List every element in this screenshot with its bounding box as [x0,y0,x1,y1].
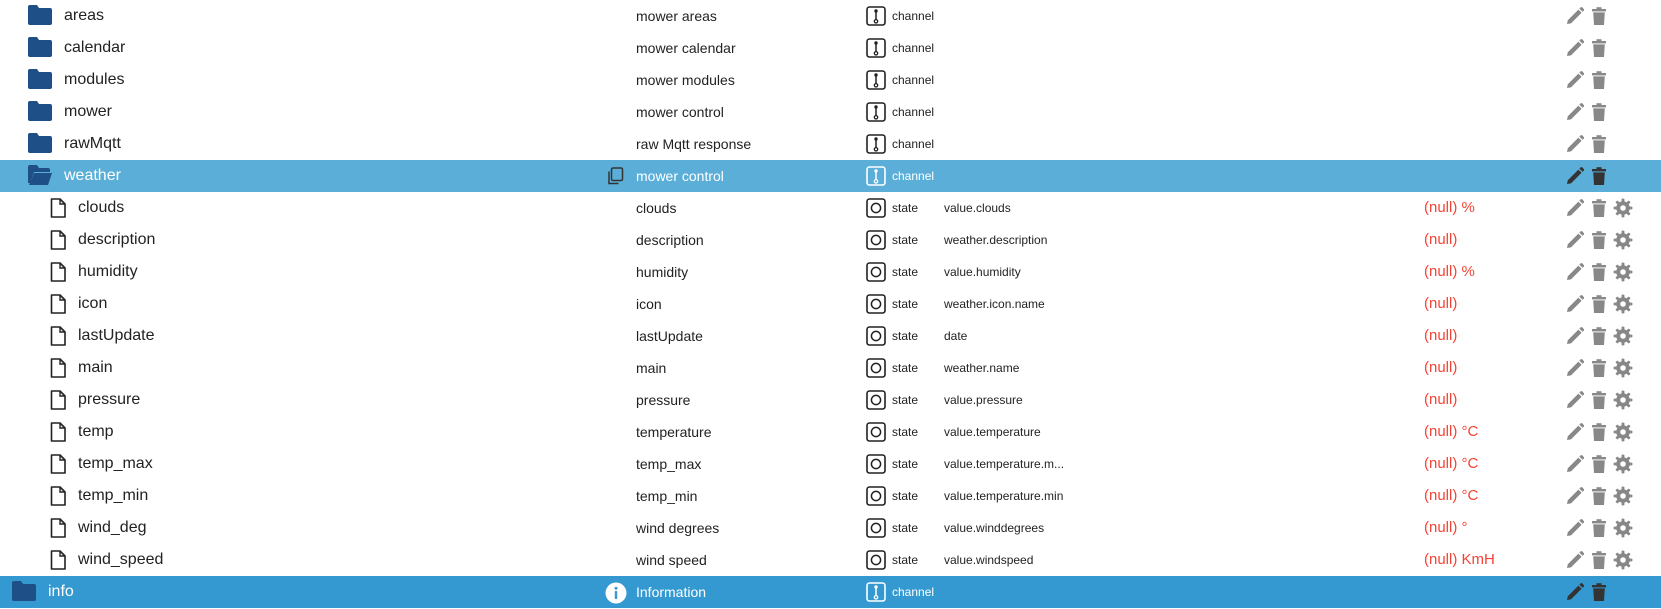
folder-open-icon[interactable] [28,165,52,185]
file-icon [50,294,66,314]
object-description: mower calendar [636,40,736,56]
object-name: main [78,359,113,376]
object-name: description [78,231,156,248]
folder-icon[interactable] [28,133,52,153]
object-type: state [892,521,919,535]
edit-icon[interactable] [1565,230,1585,250]
edit-icon[interactable] [1565,326,1585,346]
object-description: raw Mqtt response [636,136,752,152]
object-type: state [892,201,919,215]
state-type-icon [866,230,886,250]
object-description: mower control [636,104,724,120]
settings-icon[interactable] [1613,486,1633,506]
object-type: state [892,233,919,247]
state-type-icon [866,198,886,218]
object-description: temp_max [636,456,702,472]
folder-icon[interactable] [12,581,36,601]
object-description: description [636,232,704,248]
edit-icon[interactable] [1565,294,1585,314]
object-type: state [892,297,919,311]
object-role: value.temperature.min [944,489,1064,503]
channel-type-icon [866,102,886,122]
object-type: channel [892,105,935,119]
edit-icon[interactable] [1565,390,1585,410]
edit-icon[interactable] [1565,134,1585,154]
object-type: state [892,489,919,503]
file-icon [50,486,66,506]
object-type: channel [892,137,935,151]
settings-icon[interactable] [1613,454,1633,474]
delete-icon[interactable] [1589,358,1609,378]
channel-type-icon [866,70,886,90]
settings-icon[interactable] [1613,198,1633,218]
edit-icon[interactable] [1565,262,1585,282]
object-type: state [892,361,919,375]
object-description: mower control [636,168,724,184]
state-type-icon [866,550,886,570]
object-description: pressure [636,392,691,408]
delete-icon[interactable] [1589,486,1609,506]
object-name: temp_max [78,455,153,472]
object-role: weather.icon.name [944,297,1045,311]
info-icon [605,582,627,604]
object-type: channel [892,585,935,599]
channel-type-icon [866,134,886,154]
object-name: info [48,583,74,600]
folder-row[interactable] [0,32,1661,64]
folder-icon[interactable] [28,37,52,57]
object-name: temp [78,423,114,440]
delete-icon[interactable] [1589,294,1609,314]
delete-icon[interactable] [1589,6,1609,26]
delete-icon[interactable] [1589,422,1609,442]
object-description: wind degrees [636,520,720,536]
delete-icon[interactable] [1589,262,1609,282]
settings-icon[interactable] [1613,422,1633,442]
object-name: clouds [78,199,125,216]
object-type: channel [892,41,935,55]
delete-icon[interactable] [1589,326,1609,346]
object-description: icon [636,296,662,312]
file-icon [50,422,66,442]
object-description: humidity [636,264,689,280]
delete-icon[interactable] [1589,582,1609,602]
object-value[interactable]: (null) [1424,327,1458,344]
object-name: temp_min [78,487,149,504]
object-value[interactable]: (null) [1424,391,1458,408]
object-role: value.clouds [944,201,1011,215]
state-row[interactable] [0,480,1661,512]
file-icon [50,550,66,570]
state-row[interactable] [0,352,1661,384]
state-row[interactable] [0,224,1661,256]
object-name: pressure [78,391,141,408]
object-value[interactable]: (null) [1424,359,1458,376]
settings-icon[interactable] [1613,518,1633,538]
object-description: mower modules [636,72,735,88]
object-type: channel [892,9,935,23]
object-description: clouds [636,200,677,216]
object-value[interactable]: (null) °C [1424,423,1479,440]
settings-icon[interactable] [1613,230,1633,250]
state-type-icon [866,390,886,410]
settings-icon[interactable] [1613,294,1633,314]
state-type-icon [866,358,886,378]
state-type-icon [866,486,886,506]
copy-icon[interactable] [606,167,624,185]
object-role: value.pressure [944,393,1023,407]
file-icon [50,454,66,474]
object-role: value.winddegrees [944,521,1045,535]
state-row[interactable] [0,448,1661,480]
state-row[interactable] [0,256,1661,288]
object-type: state [892,393,919,407]
state-type-icon [866,326,886,346]
folder-row[interactable] [0,128,1661,160]
state-type-icon [866,454,886,474]
state-type-icon [866,294,886,314]
folder-row[interactable] [0,160,1661,192]
channel-type-icon [866,166,886,186]
object-value[interactable]: (null) [1424,231,1458,248]
file-icon [50,326,66,346]
channel-type-icon [866,582,886,602]
object-role: weather.name [944,361,1020,375]
object-role: value.temperature.m... [944,457,1065,471]
settings-icon[interactable] [1613,262,1633,282]
edit-icon[interactable] [1565,70,1585,90]
object-role: weather.description [944,233,1048,247]
folder-row[interactable] [0,96,1661,128]
object-name: weather [64,167,121,184]
delete-icon[interactable] [1589,198,1609,218]
edit-icon[interactable] [1565,422,1585,442]
object-type: state [892,457,919,471]
object-name: areas [64,7,105,24]
delete-icon[interactable] [1589,390,1609,410]
object-role: value.humidity [944,265,1021,279]
object-name: humidity [78,263,138,280]
object-type: channel [892,73,935,87]
object-name: wind_speed [78,551,164,568]
file-icon [50,358,66,378]
object-role: value.temperature [944,425,1041,439]
folder-icon[interactable] [28,101,52,121]
edit-icon[interactable] [1565,454,1585,474]
delete-icon[interactable] [1589,550,1609,570]
folder-icon[interactable] [28,5,52,25]
delete-icon[interactable] [1589,134,1609,154]
settings-icon[interactable] [1613,390,1633,410]
edit-icon[interactable] [1565,486,1585,506]
state-row[interactable] [0,320,1661,352]
settings-icon[interactable] [1613,358,1633,378]
object-name: wind_deg [78,519,147,536]
object-role: date [944,329,968,343]
object-type: channel [892,169,935,183]
state-row[interactable] [0,192,1661,224]
file-icon [50,390,66,410]
object-value[interactable]: (null) % [1424,263,1475,280]
delete-icon[interactable] [1589,102,1609,122]
state-row[interactable] [0,512,1661,544]
edit-icon[interactable] [1565,6,1585,26]
edit-icon[interactable] [1565,38,1585,58]
channel-type-icon [866,38,886,58]
object-name: icon [78,295,108,312]
object-name: modules [64,71,125,88]
edit-icon[interactable] [1565,550,1585,570]
delete-icon[interactable] [1589,518,1609,538]
object-role: value.windspeed [944,553,1034,567]
edit-icon[interactable] [1565,166,1585,186]
object-value[interactable]: (null) °C [1424,487,1479,504]
delete-icon[interactable] [1589,166,1609,186]
state-row[interactable] [0,384,1661,416]
object-description: Information [636,584,707,600]
settings-icon[interactable] [1613,550,1633,570]
object-description: main [636,360,667,376]
object-value[interactable]: (null) °C [1424,455,1479,472]
state-row[interactable] [0,416,1661,448]
state-row[interactable] [0,288,1661,320]
object-description: mower areas [636,8,717,24]
state-type-icon [866,422,886,442]
settings-icon[interactable] [1613,326,1633,346]
object-type: state [892,425,919,439]
object-type: state [892,553,919,567]
object-name: rawMqtt [64,135,121,152]
object-name: lastUpdate [78,327,155,344]
delete-icon[interactable] [1589,70,1609,90]
edit-icon[interactable] [1565,582,1585,602]
object-description: lastUpdate [636,328,703,344]
folder-row[interactable] [0,64,1661,96]
edit-icon[interactable] [1565,198,1585,218]
object-value[interactable]: (null) KmH [1424,551,1495,568]
state-type-icon [866,518,886,538]
object-type: state [892,265,919,279]
state-row[interactable] [0,544,1661,576]
file-icon [50,518,66,538]
object-description: temperature [636,424,712,440]
edit-icon[interactable] [1565,102,1585,122]
edit-icon[interactable] [1565,518,1585,538]
object-description: temp_min [636,488,698,504]
channel-type-icon [866,6,886,26]
delete-icon[interactable] [1589,454,1609,474]
delete-icon[interactable] [1589,230,1609,250]
delete-icon[interactable] [1589,38,1609,58]
folder-row[interactable] [0,0,1661,32]
file-icon [50,230,66,250]
edit-icon[interactable] [1565,358,1585,378]
file-icon [50,262,66,282]
object-description: wind speed [636,552,707,568]
folder-icon[interactable] [28,69,52,89]
object-type: state [892,329,919,343]
object-name: calendar [64,39,126,56]
file-icon [50,198,66,218]
object-value[interactable]: (null) [1424,295,1458,312]
folder-row[interactable] [0,576,1661,608]
object-name: mower [64,103,113,120]
state-type-icon [866,262,886,282]
object-value[interactable]: (null) % [1424,199,1475,216]
object-value[interactable]: (null) ° [1424,519,1468,536]
